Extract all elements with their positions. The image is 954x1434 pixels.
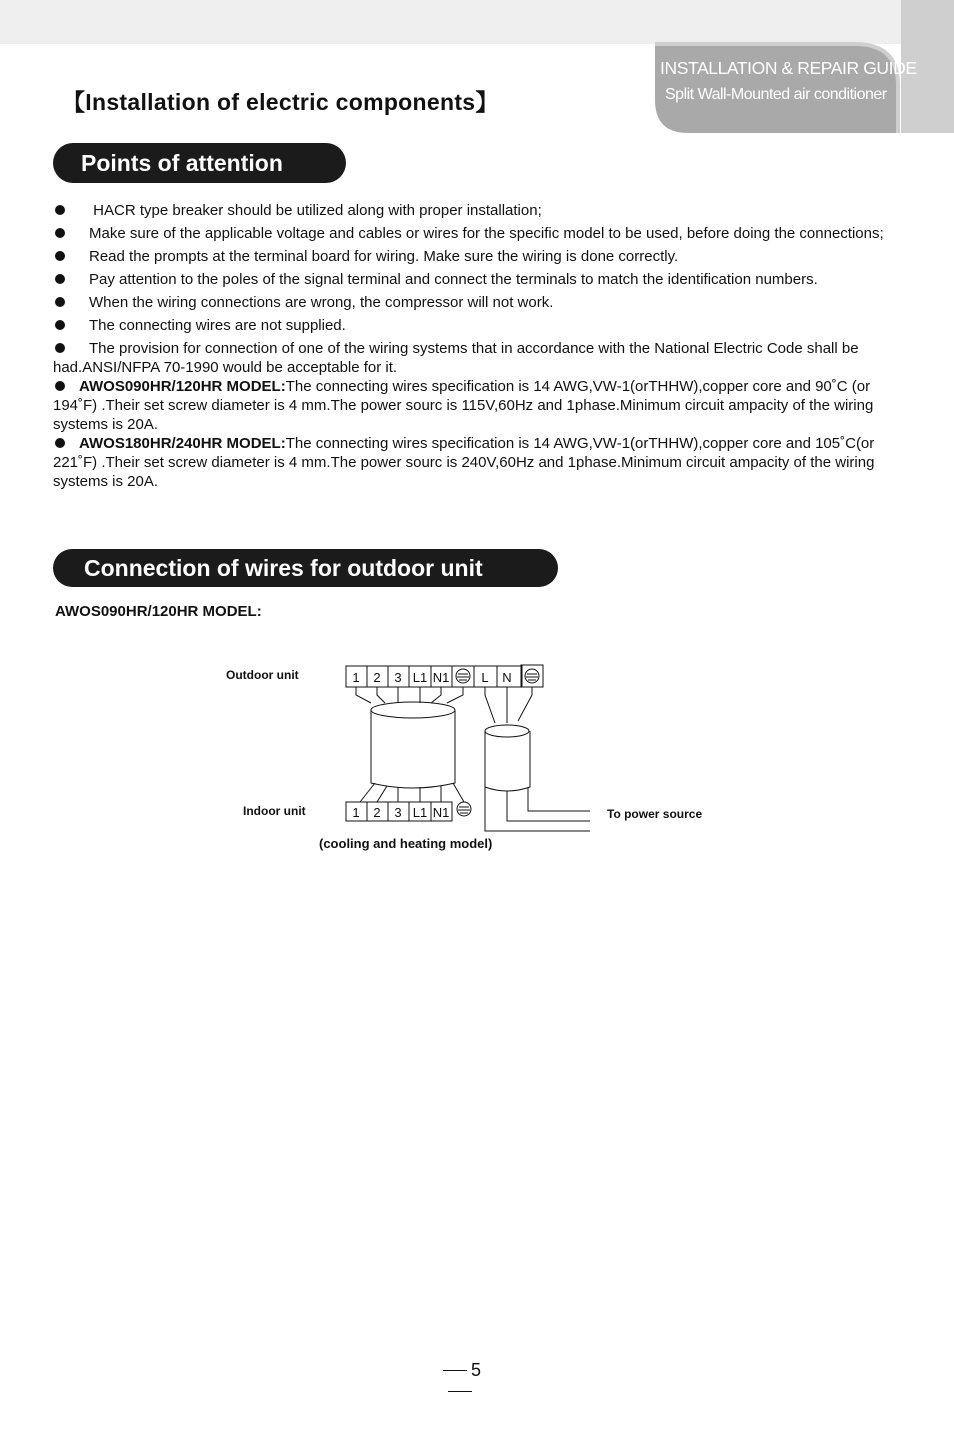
terminal-label: N1 bbox=[432, 670, 450, 685]
bullet-icon bbox=[55, 381, 65, 391]
page-number-rule bbox=[443, 1370, 467, 1371]
power-source-label: To power source bbox=[607, 807, 703, 821]
bullet-icon bbox=[55, 320, 65, 330]
section-heading-connection: Connection of wires for outdoor unit bbox=[53, 549, 558, 587]
page-number: 5 bbox=[425, 1360, 495, 1402]
bullet-icon bbox=[55, 274, 65, 284]
terminal-label: 3 bbox=[394, 805, 402, 820]
attention-list bbox=[53, 201, 888, 491]
terminal-label: 1 bbox=[352, 805, 360, 820]
outdoor-unit-label: Outdoor unit bbox=[226, 668, 299, 682]
guide-subtitle: Split Wall-Mounted air conditioner bbox=[665, 86, 887, 103]
page-number-rule bbox=[448, 1391, 472, 1392]
list-item: AWOS180HR/240HR MODEL:The connecting wires specification is 14 AWG,VW-1(orTHHW),copper core and 105˚C(or 221˚F) .Their set screw diameter is 4 mm.The power sourc is 240V,60Hz and 1phase.Minimum circuit ampacity of the wiring systems is 20A. bbox=[53, 435, 875, 490]
wiring-diagram bbox=[215, 655, 735, 860]
terminal-label: 3 bbox=[394, 670, 402, 685]
section-heading-attention: Points of attention bbox=[53, 143, 346, 183]
bullet-icon bbox=[55, 205, 65, 215]
terminal-label: N1 bbox=[432, 805, 450, 820]
terminal-label: L bbox=[481, 670, 489, 685]
list-item: AWOS090HR/120HR MODEL:The connecting wires specification is 14 AWG,VW-1(orTHHW),copper core and 90˚C (or 194˚F) .Their set screw diameter is 4 mm.The power sourc is 115V,60Hz and 1phase.Minimum circuit ampacity of the wiring systems is 20A. bbox=[53, 378, 874, 433]
indoor-unit-label: Indoor unit bbox=[243, 804, 306, 818]
page-title: 【Installation of electric components】 bbox=[62, 89, 499, 115]
bullet-icon bbox=[55, 251, 65, 261]
terminal-label: 2 bbox=[373, 670, 381, 685]
terminal-label: L1 bbox=[412, 805, 428, 820]
list-item: Read the prompts at the terminal board for wiring. Make sure the wiring is done correctly. bbox=[53, 247, 888, 266]
model-label: AWOS090HR/120HR MODEL: bbox=[55, 603, 262, 620]
guide-title: INSTALLATION & REPAIR GUIDE bbox=[660, 58, 917, 78]
list-item: HACR type breaker should be utilized along with proper installation; bbox=[53, 201, 888, 220]
bullet-icon bbox=[55, 228, 65, 238]
list-item: The connecting wires are not supplied. bbox=[53, 316, 888, 335]
terminal-label: 1 bbox=[352, 670, 360, 685]
bullet-icon bbox=[55, 343, 65, 353]
terminal-label: L1 bbox=[412, 670, 428, 685]
bullet-icon bbox=[55, 297, 65, 307]
list-item: When the wiring connections are wrong, the compressor will not work. bbox=[53, 293, 888, 312]
terminal-label: 2 bbox=[373, 805, 381, 820]
bullet-icon bbox=[55, 438, 65, 448]
list-item: The provision for connection of one of the wiring systems that in accordance with the National Electric Code shall be had.ANSI/NFPA 70-1990 would be acceptable for it. bbox=[53, 340, 859, 376]
list-item: Pay attention to the poles of the signal terminal and connect the terminals to match the identification numbers. bbox=[53, 270, 888, 289]
diagram-caption: (cooling and heating model) bbox=[319, 836, 493, 851]
wiring-schematic bbox=[215, 655, 735, 860]
list-item: Make sure of the applicable voltage and cables or wires for the specific model to be used, before doing the connections; bbox=[53, 224, 888, 243]
terminal-label: N bbox=[502, 670, 512, 685]
